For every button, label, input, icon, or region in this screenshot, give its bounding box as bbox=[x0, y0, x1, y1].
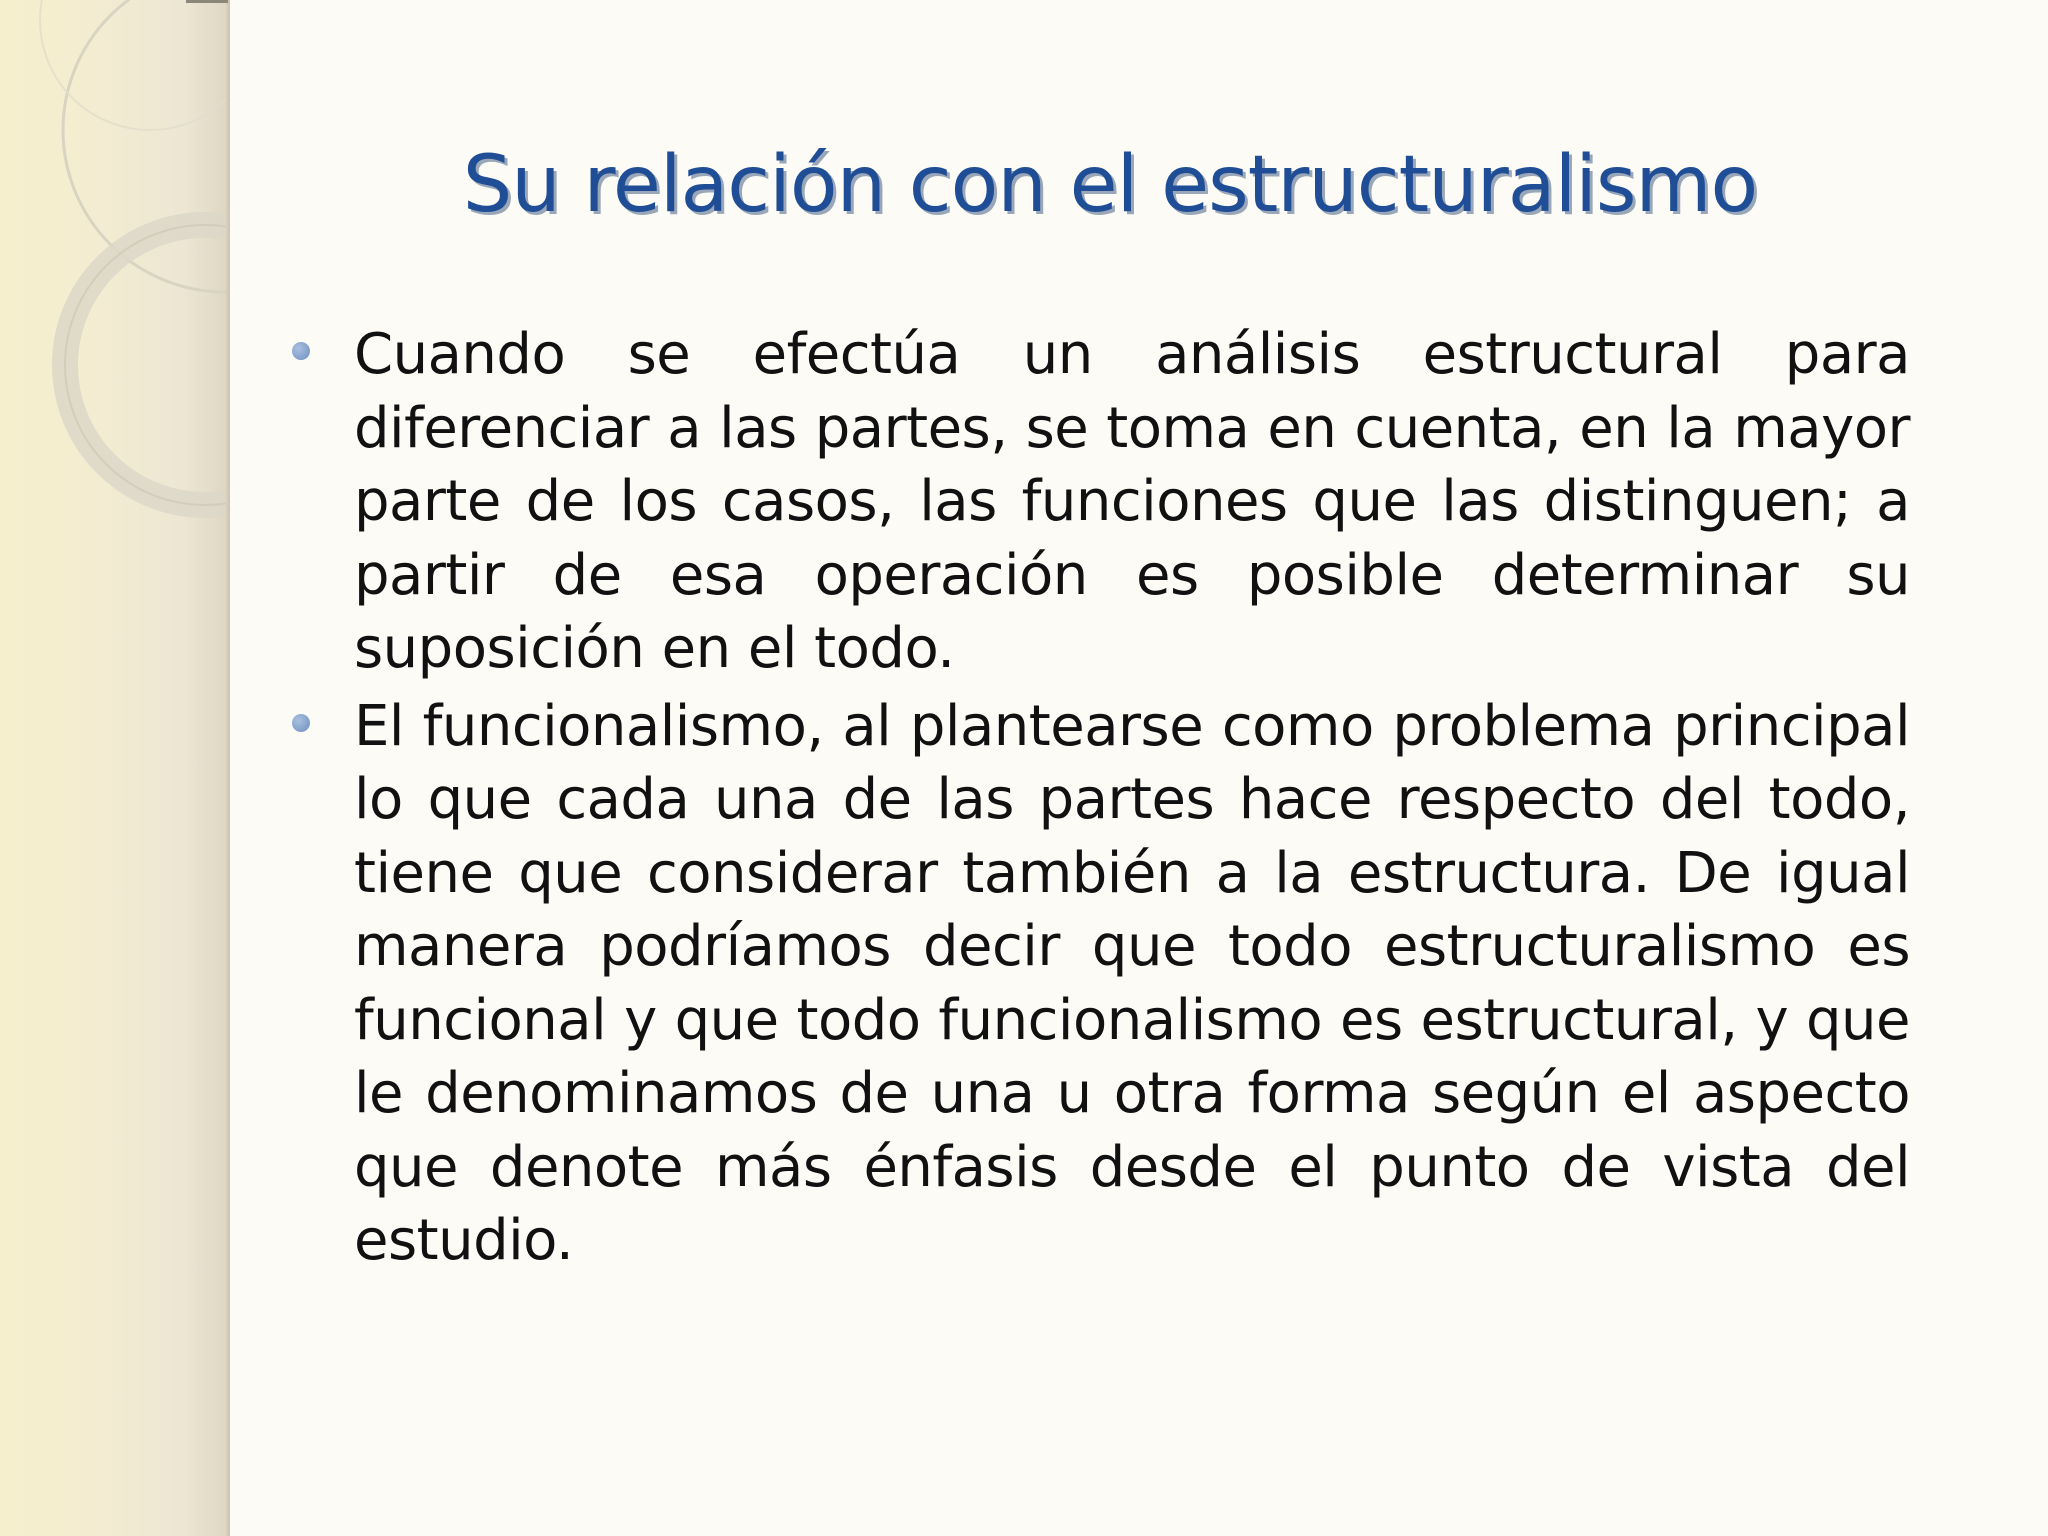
bullet-icon bbox=[292, 714, 310, 732]
bullet-item bbox=[290, 318, 1910, 686]
side-divider-line bbox=[226, 0, 230, 1536]
bullet-list bbox=[290, 318, 1910, 1282]
slide-title: Su relación con el estructuralismo bbox=[462, 140, 1758, 230]
side-decoration-band bbox=[0, 0, 229, 1536]
bullet-text: El funcionalismo, al plantearse como problema principal lo que cada una de las partes hace respecto del todo, tiene que considerar también a la estructura. De igual manera podríamos decir que todo estructuralismo es funcional y que todo funcionalismo es estructural, y que le denominamos de una u otra forma según el aspecto que denote más énfasis desde el punto de vista del estudio. bbox=[354, 693, 1910, 1273]
bullet-item bbox=[290, 690, 1910, 1278]
decorative-circles-icon bbox=[0, 0, 229, 520]
bullet-icon bbox=[292, 342, 310, 360]
top-edge-mark bbox=[186, 0, 228, 3]
bullet-text: Cuando se efectúa un análisis estructural para diferenciar a las partes, se toma en cuenta, en la mayor parte de los casos, las funciones que las distinguen; a partir de esa operación es posible determinar su suposición en el todo. bbox=[354, 322, 1910, 681]
